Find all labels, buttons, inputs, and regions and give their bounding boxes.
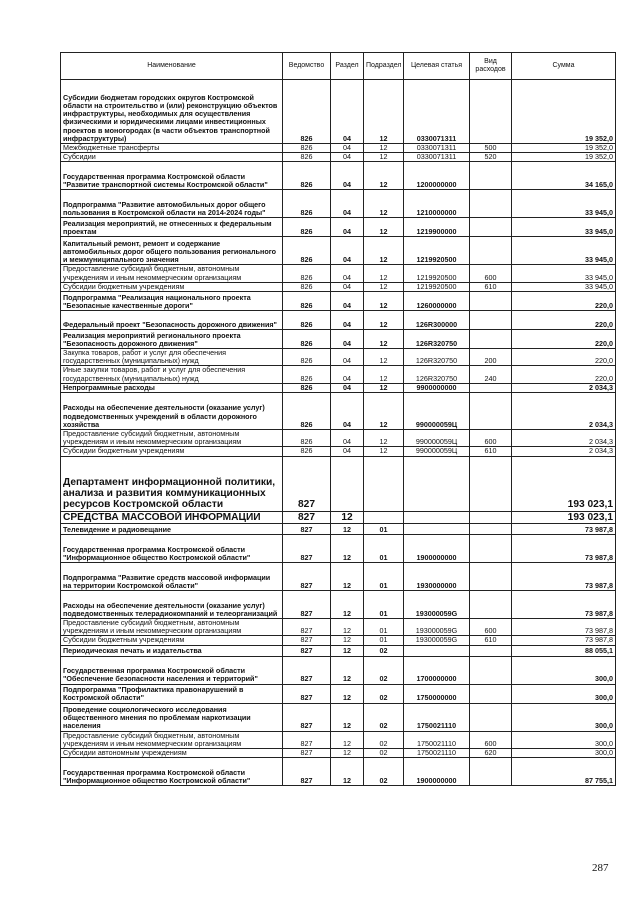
- table-row: [61, 590, 616, 618]
- section-cell: 04: [331, 190, 364, 218]
- table-row: [61, 237, 616, 265]
- department-cell: 826: [283, 393, 331, 430]
- name-cell: Федеральный проект "Безопасность дорожного движения": [61, 311, 283, 330]
- section-cell: [331, 456, 364, 511]
- target-article-cell: 1750021110: [404, 731, 470, 748]
- subsection-cell: 12: [364, 162, 404, 190]
- subsection-cell: 12: [364, 80, 404, 144]
- department-cell: 826: [283, 80, 331, 144]
- target-article-cell: 990000059Ц: [404, 393, 470, 430]
- section-cell: 04: [331, 265, 364, 282]
- name-cell: Предоставление субсидий бюджетным, автономным учреждениям и иным некоммерческим организациям: [61, 430, 283, 447]
- target-article-cell: 126R300000: [404, 311, 470, 330]
- expense-type-cell: 240: [470, 366, 512, 383]
- section-cell: 12: [331, 645, 364, 656]
- target-article-cell: 1219900000: [404, 218, 470, 237]
- name-cell: Предоставление субсидий бюджетным, автономным учреждениям и иным некоммерческим организациям: [61, 731, 283, 748]
- name-cell: Подпрограмма "Развитие автомобильных дорог общего пользования в Костромской области на 2014-2024 годы": [61, 190, 283, 218]
- name-cell: Государственная программа Костромской области "Информационное общество Костромской области": [61, 758, 283, 786]
- target-article-cell: 1750021110: [404, 748, 470, 757]
- subsection-cell: 12: [364, 393, 404, 430]
- budget-table: [60, 52, 616, 786]
- section-cell: 12: [331, 731, 364, 748]
- table-row: [61, 190, 616, 218]
- amount-cell: 73 987,8: [512, 562, 616, 590]
- amount-cell: 19 352,0: [512, 153, 616, 162]
- target-article-cell: 1930000000: [404, 562, 470, 590]
- expense-type-cell: 520: [470, 153, 512, 162]
- department-cell: 826: [283, 366, 331, 383]
- name-cell: Подпрограмма "Развитие средств массовой информации на территории Костромской области": [61, 562, 283, 590]
- section-cell: 12: [331, 534, 364, 562]
- header-section: Раздел: [331, 53, 364, 80]
- table-header: [61, 53, 616, 80]
- section-cell: 04: [331, 349, 364, 366]
- department-cell: 827: [283, 590, 331, 618]
- table-row: [61, 393, 616, 430]
- department-cell: 826: [283, 265, 331, 282]
- target-article-cell: 0330071311: [404, 80, 470, 144]
- subsection-cell: 01: [364, 562, 404, 590]
- name-cell: Закупка товаров, работ и услуг для обеспечения государственных (муниципальных) нужд: [61, 349, 283, 366]
- subsection-cell: 12: [364, 237, 404, 265]
- amount-cell: 2 034,3: [512, 393, 616, 430]
- department-cell: 826: [283, 311, 331, 330]
- expense-type-cell: [470, 703, 512, 731]
- section-cell: 04: [331, 282, 364, 291]
- table-row: [61, 162, 616, 190]
- table-row: [61, 265, 616, 282]
- table-row: [61, 656, 616, 684]
- amount-cell: 220,0: [512, 330, 616, 349]
- subsection-cell: 01: [364, 523, 404, 534]
- table-row: [61, 383, 616, 392]
- name-cell: Проведение социологического исследования общественного мнения по проблемам наркотизации населения: [61, 703, 283, 731]
- subsection-cell: 12: [364, 366, 404, 383]
- expense-type-cell: [470, 684, 512, 703]
- subsection-cell: 12: [364, 190, 404, 218]
- subsection-cell: 02: [364, 684, 404, 703]
- amount-cell: 33 945,0: [512, 190, 616, 218]
- table-row: [61, 731, 616, 748]
- table-row: [61, 330, 616, 349]
- amount-cell: 87 755,1: [512, 758, 616, 786]
- section-cell: 12: [331, 656, 364, 684]
- department-cell: 827: [283, 656, 331, 684]
- section-cell: 12: [331, 562, 364, 590]
- expense-type-cell: [470, 190, 512, 218]
- expense-type-cell: [470, 590, 512, 618]
- table-row: [61, 144, 616, 153]
- subsection-cell: 12: [364, 330, 404, 349]
- table-row: [61, 430, 616, 447]
- target-article-cell: 1750000000: [404, 684, 470, 703]
- expense-type-cell: [470, 562, 512, 590]
- name-cell: Департамент информационной политики, анализа и развития коммуникационных ресурсов Костромской области: [61, 456, 283, 511]
- department-cell: 827: [283, 618, 331, 635]
- header-target-article: Целевая статья: [404, 53, 470, 80]
- expense-type-cell: [470, 218, 512, 237]
- name-cell: Субсидии: [61, 153, 283, 162]
- amount-cell: 220,0: [512, 366, 616, 383]
- amount-cell: 33 945,0: [512, 265, 616, 282]
- department-cell: 826: [283, 153, 331, 162]
- table-row: [61, 645, 616, 656]
- department-cell: 827: [283, 684, 331, 703]
- subsection-cell: 12: [364, 311, 404, 330]
- section-cell: 04: [331, 366, 364, 383]
- section-cell: 12: [331, 618, 364, 635]
- subsection-cell: 01: [364, 534, 404, 562]
- department-cell: 827: [283, 511, 331, 523]
- table-row: [61, 618, 616, 635]
- subsection-cell: 02: [364, 758, 404, 786]
- name-cell: Телевидение и радиовещание: [61, 523, 283, 534]
- name-cell: Субсидии бюджетам городских округов Костромской области на строительство и (или) реконструкцию объектов инфраструктуры, необходимых для осуществления физическими и юридическими лицами инвестиционных проектов в моногородах (в части объектов транспортной инфраструктуры): [61, 80, 283, 144]
- subsection-cell: 12: [364, 282, 404, 291]
- table-row: [61, 80, 616, 144]
- expense-type-cell: [470, 162, 512, 190]
- name-cell: Предоставление субсидий бюджетным, автономным учреждениям и иным некоммерческим организациям: [61, 265, 283, 282]
- amount-cell: 73 987,8: [512, 523, 616, 534]
- header-amount: Сумма: [512, 53, 616, 80]
- department-cell: 826: [283, 349, 331, 366]
- name-cell: Реализация мероприятий, не отнесенных к федеральным проектам: [61, 218, 283, 237]
- subsection-cell: 02: [364, 645, 404, 656]
- table-row: [61, 511, 616, 523]
- amount-cell: 220,0: [512, 311, 616, 330]
- department-cell: 826: [283, 144, 331, 153]
- amount-cell: 19 352,0: [512, 80, 616, 144]
- name-cell: Подпрограмма "Реализация национального проекта "Безопасные качественные дороги": [61, 292, 283, 311]
- name-cell: Государственная программа Костромской области "Развитие транспортной системы Костромской области": [61, 162, 283, 190]
- name-cell: Межбюджетные трансферты: [61, 144, 283, 153]
- amount-cell: 300,0: [512, 684, 616, 703]
- table-row: [61, 366, 616, 383]
- subsection-cell: [364, 456, 404, 511]
- department-cell: 827: [283, 636, 331, 645]
- amount-cell: 300,0: [512, 731, 616, 748]
- department-cell: 827: [283, 748, 331, 757]
- subsection-cell: 01: [364, 590, 404, 618]
- expense-type-cell: 600: [470, 265, 512, 282]
- table-row: [61, 562, 616, 590]
- subsection-cell: 02: [364, 703, 404, 731]
- name-cell: Субсидии бюджетным учреждениям: [61, 636, 283, 645]
- amount-cell: 300,0: [512, 656, 616, 684]
- subsection-cell: 12: [364, 430, 404, 447]
- department-cell: 827: [283, 523, 331, 534]
- department-cell: 827: [283, 758, 331, 786]
- amount-cell: 73 987,8: [512, 534, 616, 562]
- expense-type-cell: [470, 523, 512, 534]
- table-row: [61, 636, 616, 645]
- target-article-cell: 193000059G: [404, 590, 470, 618]
- table-row: [61, 153, 616, 162]
- section-cell: 12: [331, 748, 364, 757]
- amount-cell: 193 023,1: [512, 511, 616, 523]
- amount-cell: 73 987,8: [512, 590, 616, 618]
- target-article-cell: 1210000000: [404, 190, 470, 218]
- table-row: [61, 456, 616, 511]
- subsection-cell: 01: [364, 618, 404, 635]
- name-cell: Субсидии бюджетным учреждениям: [61, 447, 283, 456]
- subsection-cell: 12: [364, 383, 404, 392]
- target-article-cell: 126R320750: [404, 366, 470, 383]
- name-cell: Государственная программа Костромской области "Обеспечение безопасности населения и территорий": [61, 656, 283, 684]
- section-cell: 04: [331, 292, 364, 311]
- department-cell: 827: [283, 731, 331, 748]
- amount-cell: 33 945,0: [512, 237, 616, 265]
- table-body: [61, 80, 616, 786]
- section-cell: 04: [331, 447, 364, 456]
- name-cell: Капитальный ремонт, ремонт и содержание автомобильных дорог общего пользования регионального и межмуниципального значения: [61, 237, 283, 265]
- department-cell: 826: [283, 162, 331, 190]
- expense-type-cell: 500: [470, 144, 512, 153]
- amount-cell: 34 165,0: [512, 162, 616, 190]
- target-article-cell: 1750021110: [404, 703, 470, 731]
- target-article-cell: 1219920500: [404, 237, 470, 265]
- amount-cell: 33 945,0: [512, 218, 616, 237]
- expense-type-cell: 200: [470, 349, 512, 366]
- section-cell: 04: [331, 218, 364, 237]
- amount-cell: 2 034,3: [512, 383, 616, 392]
- table-row: [61, 534, 616, 562]
- subsection-cell: 02: [364, 731, 404, 748]
- expense-type-cell: [470, 311, 512, 330]
- expense-type-cell: [470, 292, 512, 311]
- amount-cell: 73 987,8: [512, 618, 616, 635]
- department-cell: 826: [283, 292, 331, 311]
- name-cell: Реализация мероприятий регионального проекта "Безопасность дорожного движения": [61, 330, 283, 349]
- table-row: [61, 758, 616, 786]
- expense-type-cell: [470, 534, 512, 562]
- amount-cell: 19 352,0: [512, 144, 616, 153]
- section-cell: 04: [331, 237, 364, 265]
- expense-type-cell: [470, 656, 512, 684]
- target-article-cell: 193000059G: [404, 618, 470, 635]
- budget-table-page: [60, 52, 615, 786]
- table-row: [61, 311, 616, 330]
- target-article-cell: 193000059G: [404, 636, 470, 645]
- target-article-cell: 126R320750: [404, 349, 470, 366]
- section-cell: 04: [331, 330, 364, 349]
- table-row: [61, 447, 616, 456]
- target-article-cell: 0330071311: [404, 153, 470, 162]
- subsection-cell: 12: [364, 447, 404, 456]
- department-cell: 827: [283, 534, 331, 562]
- department-cell: 827: [283, 645, 331, 656]
- expense-type-cell: [470, 645, 512, 656]
- section-cell: 04: [331, 393, 364, 430]
- name-cell: Подпрограмма "Профилактика правонарушений в Костромской области": [61, 684, 283, 703]
- table-row: [61, 748, 616, 757]
- expense-type-cell: [470, 80, 512, 144]
- table-row: [61, 703, 616, 731]
- expense-type-cell: [470, 511, 512, 523]
- subsection-cell: 12: [364, 349, 404, 366]
- target-article-cell: 1700000000: [404, 656, 470, 684]
- subsection-cell: 12: [364, 153, 404, 162]
- table-row: [61, 523, 616, 534]
- name-cell: Иные закупки товаров, работ и услуг для обеспечения государственных (муниципальных) нужд: [61, 366, 283, 383]
- header-expense-type: Вид расходов: [470, 53, 512, 80]
- amount-cell: 300,0: [512, 748, 616, 757]
- expense-type-cell: 600: [470, 430, 512, 447]
- header-name: Наименование: [61, 53, 283, 80]
- section-cell: 04: [331, 383, 364, 392]
- amount-cell: 73 987,8: [512, 636, 616, 645]
- subsection-cell: 01: [364, 636, 404, 645]
- subsection-cell: 12: [364, 265, 404, 282]
- expense-type-cell: [470, 758, 512, 786]
- section-cell: 12: [331, 523, 364, 534]
- subsection-cell: 12: [364, 292, 404, 311]
- target-article-cell: 990000059Ц: [404, 447, 470, 456]
- section-cell: 12: [331, 590, 364, 618]
- expense-type-cell: 600: [470, 731, 512, 748]
- expense-type-cell: 620: [470, 748, 512, 757]
- amount-cell: 33 945,0: [512, 282, 616, 291]
- section-cell: 12: [331, 703, 364, 731]
- amount-cell: 193 023,1: [512, 456, 616, 511]
- target-article-cell: 1219920500: [404, 282, 470, 291]
- department-cell: 826: [283, 282, 331, 291]
- name-cell: Непрограммные расходы: [61, 383, 283, 392]
- target-article-cell: [404, 456, 470, 511]
- expense-type-cell: [470, 237, 512, 265]
- table-row: [61, 349, 616, 366]
- table-row: [61, 218, 616, 237]
- target-article-cell: 0330071311: [404, 144, 470, 153]
- subsection-cell: 02: [364, 748, 404, 757]
- amount-cell: 300,0: [512, 703, 616, 731]
- section-cell: 04: [331, 153, 364, 162]
- section-cell: 12: [331, 511, 364, 523]
- department-cell: 826: [283, 447, 331, 456]
- target-article-cell: [404, 511, 470, 523]
- target-article-cell: 1900000000: [404, 758, 470, 786]
- department-cell: 826: [283, 190, 331, 218]
- name-cell: Периодическая печать и издательства: [61, 645, 283, 656]
- department-cell: 826: [283, 218, 331, 237]
- department-cell: 827: [283, 703, 331, 731]
- expense-type-cell: 610: [470, 447, 512, 456]
- section-cell: 04: [331, 162, 364, 190]
- target-article-cell: 1200000000: [404, 162, 470, 190]
- department-cell: 826: [283, 237, 331, 265]
- expense-type-cell: [470, 383, 512, 392]
- section-cell: 04: [331, 144, 364, 153]
- expense-type-cell: [470, 330, 512, 349]
- target-article-cell: [404, 645, 470, 656]
- target-article-cell: 9900000000: [404, 383, 470, 392]
- target-article-cell: 990000059Ц: [404, 430, 470, 447]
- section-cell: 04: [331, 311, 364, 330]
- department-cell: 826: [283, 330, 331, 349]
- target-article-cell: 1219920500: [404, 265, 470, 282]
- expense-type-cell: 610: [470, 282, 512, 291]
- subsection-cell: 12: [364, 144, 404, 153]
- subsection-cell: 02: [364, 656, 404, 684]
- name-cell: Предоставление субсидий бюджетным, автономным учреждениям и иным некоммерческим организациям: [61, 618, 283, 635]
- section-cell: 12: [331, 684, 364, 703]
- expense-type-cell: [470, 456, 512, 511]
- department-cell: 827: [283, 456, 331, 511]
- target-article-cell: [404, 523, 470, 534]
- department-cell: 826: [283, 430, 331, 447]
- expense-type-cell: 600: [470, 618, 512, 635]
- table-row: [61, 292, 616, 311]
- table-row: [61, 282, 616, 291]
- department-cell: 827: [283, 562, 331, 590]
- name-cell: Расходы на обеспечение деятельности (оказание услуг) подведомственных учреждений в области дорожного хозяйства: [61, 393, 283, 430]
- amount-cell: 2 034,3: [512, 430, 616, 447]
- table-row: [61, 684, 616, 703]
- section-cell: 12: [331, 758, 364, 786]
- amount-cell: 2 034,3: [512, 447, 616, 456]
- section-cell: 04: [331, 80, 364, 144]
- target-article-cell: 1260000000: [404, 292, 470, 311]
- expense-type-cell: 610: [470, 636, 512, 645]
- subsection-cell: 12: [364, 218, 404, 237]
- page-number: 287: [592, 862, 609, 874]
- subsection-cell: [364, 511, 404, 523]
- name-cell: Субсидии бюджетным учреждениям: [61, 282, 283, 291]
- header-subsection: Подраздел: [364, 53, 404, 80]
- name-cell: Расходы на обеспечение деятельности (оказание услуг) подведомственных телерадиокомпаний и телеорганизаций: [61, 590, 283, 618]
- target-article-cell: 126R320750: [404, 330, 470, 349]
- name-cell: Субсидии автономным учреждениям: [61, 748, 283, 757]
- amount-cell: 220,0: [512, 349, 616, 366]
- name-cell: СРЕДСТВА МАССОВОЙ ИНФОРМАЦИИ: [61, 511, 283, 523]
- section-cell: 12: [331, 636, 364, 645]
- target-article-cell: 1900000000: [404, 534, 470, 562]
- header-department: Ведомство: [283, 53, 331, 80]
- name-cell: Государственная программа Костромской области "Информационное общество Костромской области": [61, 534, 283, 562]
- expense-type-cell: [470, 393, 512, 430]
- amount-cell: 220,0: [512, 292, 616, 311]
- department-cell: 826: [283, 383, 331, 392]
- section-cell: 04: [331, 430, 364, 447]
- amount-cell: 88 055,1: [512, 645, 616, 656]
